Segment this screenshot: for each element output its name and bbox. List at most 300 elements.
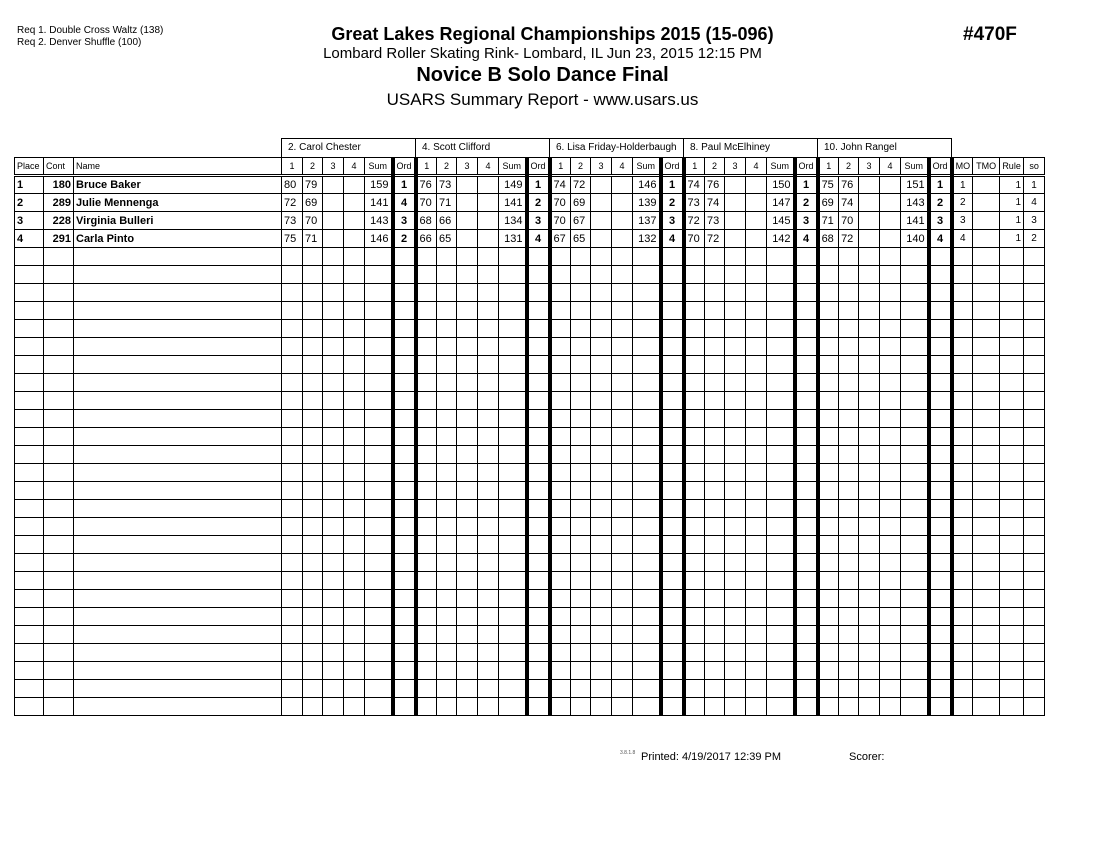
cell-judge4-s4 xyxy=(746,662,767,680)
cell-judge2-s4 xyxy=(478,626,499,644)
cell-judge5-sum: 141 xyxy=(901,212,929,230)
col-header-judge5-ord: Ord xyxy=(929,158,952,176)
cell-mo xyxy=(952,518,973,536)
cell-judge5-s2 xyxy=(839,626,859,644)
cell-tmo xyxy=(973,338,1000,356)
cell-judge5-sum xyxy=(901,590,929,608)
cell-judge4-sum xyxy=(767,320,795,338)
cell-cont xyxy=(44,392,74,410)
cell-judge4-s3 xyxy=(725,356,746,374)
cell-judge3-ord xyxy=(661,338,684,356)
cell-judge3-s3 xyxy=(591,572,612,590)
cell-judge3-s3 xyxy=(591,194,612,212)
cell-judge2-s2: 65 xyxy=(437,230,457,248)
cell-place xyxy=(15,698,44,716)
cell-judge5-s1 xyxy=(818,410,839,428)
cell-judge3-s2 xyxy=(571,662,591,680)
cell-judge5-s3 xyxy=(859,410,880,428)
cell-judge5-s3 xyxy=(859,608,880,626)
cell-judge1-s2 xyxy=(303,626,323,644)
cell-judge3-s3 xyxy=(591,626,612,644)
cell-judge3-sum xyxy=(633,266,661,284)
cell-judge1-sum xyxy=(365,554,393,572)
cell-judge2-s2 xyxy=(437,644,457,662)
cell-judge5-s4 xyxy=(880,428,901,446)
table-row-empty xyxy=(15,446,1045,464)
cell-judge1-ord xyxy=(393,590,416,608)
cell-judge5-s3 xyxy=(859,554,880,572)
cell-judge3-s2 xyxy=(571,554,591,572)
cell-judge1-s2 xyxy=(303,320,323,338)
cell-judge4-s3 xyxy=(725,626,746,644)
cell-judge1-ord xyxy=(393,266,416,284)
cell-rule xyxy=(1000,626,1024,644)
col-header-judge4-4: 4 xyxy=(746,158,767,176)
cell-so xyxy=(1024,626,1045,644)
cell-judge5-s3 xyxy=(859,392,880,410)
cell-judge4-s2 xyxy=(705,644,725,662)
cell-judge3-ord xyxy=(661,626,684,644)
cell-cont xyxy=(44,374,74,392)
cell-judge5-s4 xyxy=(880,680,901,698)
cell-judge2-sum xyxy=(499,536,527,554)
cell-rule xyxy=(1000,482,1024,500)
cell-judge4-sum: 147 xyxy=(767,194,795,212)
cell-judge1-sum: 159 xyxy=(365,176,393,194)
col-header-judge5-3: 3 xyxy=(859,158,880,176)
table-row-skater xyxy=(15,194,1045,212)
cell-judge5-ord xyxy=(929,266,952,284)
cell-cont xyxy=(44,320,74,338)
cell-judge2-s2: 66 xyxy=(437,212,457,230)
cell-rule xyxy=(1000,284,1024,302)
cell-judge4-s1 xyxy=(684,302,705,320)
cell-tmo xyxy=(973,302,1000,320)
cell-judge2-s1 xyxy=(416,608,437,626)
cell-judge4-s1 xyxy=(684,446,705,464)
cell-judge4-ord xyxy=(795,392,818,410)
cell-mo xyxy=(952,644,973,662)
cell-name xyxy=(74,572,282,590)
cell-cont xyxy=(44,266,74,284)
cell-judge2-s4 xyxy=(478,266,499,284)
cell-judge2-s3 xyxy=(457,410,478,428)
cell-judge4-s2 xyxy=(705,302,725,320)
cell-name xyxy=(74,446,282,464)
cell-judge2-s1 xyxy=(416,518,437,536)
cell-judge5-ord xyxy=(929,608,952,626)
cell-judge2-ord: 1 xyxy=(527,176,550,194)
cell-judge4-s4 xyxy=(746,500,767,518)
cell-judge1-s2 xyxy=(303,680,323,698)
cell-judge2-s4 xyxy=(478,428,499,446)
cell-judge4-s1 xyxy=(684,410,705,428)
cell-judge4-s3 xyxy=(725,176,746,194)
cell-judge5-s2 xyxy=(839,680,859,698)
cell-cont xyxy=(44,590,74,608)
cell-judge5-s3 xyxy=(859,662,880,680)
cell-judge1-s3 xyxy=(323,590,344,608)
cell-judge1-s3 xyxy=(323,338,344,356)
cell-judge3-s4 xyxy=(612,698,633,716)
cell-judge1-ord xyxy=(393,410,416,428)
cell-judge4-sum xyxy=(767,464,795,482)
cell-mo xyxy=(952,302,973,320)
cell-rule xyxy=(1000,464,1024,482)
cell-judge3-sum xyxy=(633,446,661,464)
cell-judge3-s1: 70 xyxy=(550,194,571,212)
cell-mo xyxy=(952,284,973,302)
cell-judge4-s1 xyxy=(684,626,705,644)
cell-judge2-ord xyxy=(527,644,550,662)
cell-judge4-s2 xyxy=(705,266,725,284)
cell-judge1-sum xyxy=(365,302,393,320)
cell-tmo xyxy=(973,698,1000,716)
cell-tmo xyxy=(973,392,1000,410)
cell-place xyxy=(15,572,44,590)
cell-judge4-s3 xyxy=(725,194,746,212)
cell-judge1-ord xyxy=(393,338,416,356)
cell-judge2-s3 xyxy=(457,302,478,320)
cell-judge4-s4 xyxy=(746,410,767,428)
cell-judge3-s4 xyxy=(612,464,633,482)
cell-judge4-s4 xyxy=(746,230,767,248)
cell-judge4-s3 xyxy=(725,518,746,536)
cell-cont xyxy=(44,428,74,446)
cell-judge4-s1 xyxy=(684,356,705,374)
cell-judge4-s4 xyxy=(746,482,767,500)
cell-judge2-s2 xyxy=(437,554,457,572)
cell-judge2-s3 xyxy=(457,392,478,410)
cell-so xyxy=(1024,662,1045,680)
cell-judge4-s3 xyxy=(725,482,746,500)
cell-cont: 180 xyxy=(44,176,74,194)
cell-judge3-s2 xyxy=(571,284,591,302)
cell-judge3-s2 xyxy=(571,392,591,410)
cell-judge5-s3 xyxy=(859,482,880,500)
cell-judge3-s2 xyxy=(571,356,591,374)
cell-judge3-s4 xyxy=(612,302,633,320)
cell-judge1-sum xyxy=(365,590,393,608)
cell-judge1-s3 xyxy=(323,500,344,518)
cell-rule xyxy=(1000,338,1024,356)
cell-judge5-ord xyxy=(929,644,952,662)
cell-judge1-s3 xyxy=(323,482,344,500)
cell-judge5-s4 xyxy=(880,590,901,608)
cell-judge3-s2 xyxy=(571,572,591,590)
cell-judge2-s4 xyxy=(478,608,499,626)
cell-judge1-s2 xyxy=(303,698,323,716)
cell-judge1-s2 xyxy=(303,302,323,320)
cell-judge4-s2 xyxy=(705,446,725,464)
cell-judge5-sum xyxy=(901,644,929,662)
cell-judge5-sum xyxy=(901,266,929,284)
cell-judge5-s1 xyxy=(818,464,839,482)
cell-judge3-s3 xyxy=(591,392,612,410)
table-row-empty xyxy=(15,356,1045,374)
cell-judge1-s4 xyxy=(344,248,365,266)
cell-name xyxy=(74,482,282,500)
cell-judge4-s2 xyxy=(705,374,725,392)
cell-judge2-s3 xyxy=(457,356,478,374)
cell-judge5-s4 xyxy=(880,626,901,644)
cell-so xyxy=(1024,248,1045,266)
cell-rule xyxy=(1000,302,1024,320)
col-header-judge1-ord: Ord xyxy=(393,158,416,176)
cell-name xyxy=(74,608,282,626)
cell-judge1-s1 xyxy=(282,338,303,356)
cell-judge3-ord xyxy=(661,302,684,320)
cell-judge2-sum xyxy=(499,320,527,338)
cell-judge3-s4 xyxy=(612,482,633,500)
cell-judge1-s4 xyxy=(344,266,365,284)
cell-judge2-ord xyxy=(527,248,550,266)
cell-judge4-ord xyxy=(795,698,818,716)
printed-timestamp: Printed: 4/19/2017 12:39 PM xyxy=(641,751,782,763)
cell-judge5-sum xyxy=(901,302,929,320)
cell-judge3-s1 xyxy=(550,410,571,428)
cell-judge2-s3 xyxy=(457,374,478,392)
cell-judge3-s1 xyxy=(550,608,571,626)
cell-judge3-s3 xyxy=(591,482,612,500)
cell-tmo xyxy=(973,680,1000,698)
column-header-row xyxy=(15,158,1045,176)
cell-judge2-ord xyxy=(527,698,550,716)
cell-judge5-ord xyxy=(929,446,952,464)
cell-judge5-sum xyxy=(901,338,929,356)
cell-judge4-s3 xyxy=(725,554,746,572)
cell-rule: 1 xyxy=(1000,212,1024,230)
requirement-1: Req 1. Double Cross Waltz (138) xyxy=(17,25,164,36)
cell-judge1-ord: 4 xyxy=(393,194,416,212)
cell-judge3-ord xyxy=(661,428,684,446)
cell-judge2-s2 xyxy=(437,572,457,590)
cell-judge2-s4 xyxy=(478,338,499,356)
cell-mo: 1 xyxy=(952,176,973,194)
cell-judge5-s1 xyxy=(818,428,839,446)
cell-judge2-sum xyxy=(499,302,527,320)
cell-judge2-sum xyxy=(499,482,527,500)
cell-so xyxy=(1024,338,1045,356)
cell-judge3-s3 xyxy=(591,284,612,302)
cell-judge5-s1 xyxy=(818,338,839,356)
cell-judge3-s3 xyxy=(591,302,612,320)
col-header-judge3-ord: Ord xyxy=(661,158,684,176)
cell-so xyxy=(1024,482,1045,500)
cell-judge1-s4 xyxy=(344,608,365,626)
cell-judge4-s4 xyxy=(746,374,767,392)
cell-judge2-sum xyxy=(499,554,527,572)
cell-judge1-s3 xyxy=(323,194,344,212)
cell-judge1-s3 xyxy=(323,698,344,716)
cell-judge5-s1 xyxy=(818,302,839,320)
cell-cont xyxy=(44,302,74,320)
cell-judge2-s2 xyxy=(437,284,457,302)
cell-judge2-ord xyxy=(527,464,550,482)
cell-name: Virginia Bulleri xyxy=(74,212,282,230)
cell-judge5-s1 xyxy=(818,320,839,338)
cell-judge3-s3 xyxy=(591,608,612,626)
cell-judge4-sum xyxy=(767,662,795,680)
cell-judge4-ord xyxy=(795,284,818,302)
cell-judge1-s4 xyxy=(344,590,365,608)
cell-judge3-ord xyxy=(661,554,684,572)
cell-tmo xyxy=(973,590,1000,608)
cell-place xyxy=(15,284,44,302)
cell-judge2-s1 xyxy=(416,644,437,662)
cell-judge3-ord xyxy=(661,572,684,590)
cell-judge4-s2 xyxy=(705,320,725,338)
cell-so: 1 xyxy=(1024,176,1045,194)
col-header-judge5-4: 4 xyxy=(880,158,901,176)
cell-judge1-s2 xyxy=(303,446,323,464)
cell-judge5-ord xyxy=(929,698,952,716)
cell-judge5-s1 xyxy=(818,626,839,644)
cell-judge3-s3 xyxy=(591,446,612,464)
cell-judge4-ord xyxy=(795,338,818,356)
cell-judge5-s3 xyxy=(859,176,880,194)
cell-judge4-sum xyxy=(767,518,795,536)
cell-judge3-s1 xyxy=(550,464,571,482)
cell-judge1-sum xyxy=(365,626,393,644)
cell-judge4-s3 xyxy=(725,230,746,248)
cell-mo xyxy=(952,356,973,374)
cell-judge4-s2: 73 xyxy=(705,212,725,230)
cell-judge5-sum xyxy=(901,500,929,518)
cell-judge4-s4 xyxy=(746,590,767,608)
cell-judge2-s2 xyxy=(437,680,457,698)
cell-mo xyxy=(952,554,973,572)
cell-judge5-s1: 75 xyxy=(818,176,839,194)
cell-tmo xyxy=(973,500,1000,518)
cell-judge4-s1 xyxy=(684,266,705,284)
cell-judge5-ord xyxy=(929,464,952,482)
cell-rule xyxy=(1000,500,1024,518)
cell-judge5-s1 xyxy=(818,518,839,536)
cell-judge1-s1 xyxy=(282,572,303,590)
cell-judge4-ord xyxy=(795,518,818,536)
cell-judge5-s2 xyxy=(839,464,859,482)
cell-judge1-s4 xyxy=(344,194,365,212)
cell-mo xyxy=(952,590,973,608)
cell-judge3-s3 xyxy=(591,230,612,248)
cell-judge5-s3 xyxy=(859,680,880,698)
cell-judge4-s3 xyxy=(725,446,746,464)
cell-judge3-ord xyxy=(661,284,684,302)
col-header-cont: Cont xyxy=(44,158,74,176)
cell-judge3-s4 xyxy=(612,410,633,428)
cell-judge3-s1 xyxy=(550,302,571,320)
cell-judge4-s3 xyxy=(725,608,746,626)
cell-so xyxy=(1024,320,1045,338)
cell-judge2-sum xyxy=(499,266,527,284)
cell-judge5-s4 xyxy=(880,338,901,356)
cell-judge3-s1 xyxy=(550,536,571,554)
cell-so xyxy=(1024,590,1045,608)
cell-place: 1 xyxy=(15,176,44,194)
col-header-judge3-sum: Sum xyxy=(633,158,661,176)
cell-mo xyxy=(952,392,973,410)
cell-so xyxy=(1024,428,1045,446)
cell-judge5-s2 xyxy=(839,374,859,392)
cell-judge5-sum xyxy=(901,482,929,500)
cell-judge5-sum: 151 xyxy=(901,176,929,194)
cell-name xyxy=(74,590,282,608)
judge-header-3: 6. Lisa Friday-Holderbaugh xyxy=(549,138,684,158)
cell-judge4-sum xyxy=(767,590,795,608)
cell-judge1-s1 xyxy=(282,698,303,716)
cell-judge1-ord: 3 xyxy=(393,212,416,230)
cell-judge1-s2 xyxy=(303,392,323,410)
cell-judge5-s3 xyxy=(859,500,880,518)
cell-judge4-ord xyxy=(795,590,818,608)
col-header-judge4-2: 2 xyxy=(705,158,725,176)
cell-judge4-s3 xyxy=(725,248,746,266)
cell-judge4-s1 xyxy=(684,482,705,500)
cell-rule xyxy=(1000,680,1024,698)
cell-cont xyxy=(44,356,74,374)
cell-judge5-s3 xyxy=(859,338,880,356)
cell-judge5-s4 xyxy=(880,230,901,248)
cell-judge4-ord xyxy=(795,374,818,392)
cell-rule xyxy=(1000,428,1024,446)
cell-judge5-ord: 1 xyxy=(929,176,952,194)
cell-judge1-sum xyxy=(365,644,393,662)
cell-mo xyxy=(952,698,973,716)
cell-mo xyxy=(952,266,973,284)
cell-judge1-s1 xyxy=(282,590,303,608)
cell-judge3-s2 xyxy=(571,608,591,626)
col-header-judge2-2: 2 xyxy=(437,158,457,176)
cell-judge4-s4 xyxy=(746,626,767,644)
cell-judge5-ord xyxy=(929,590,952,608)
cell-judge3-sum: 146 xyxy=(633,176,661,194)
cell-judge5-s2 xyxy=(839,662,859,680)
cell-judge1-s4 xyxy=(344,572,365,590)
cell-so xyxy=(1024,302,1045,320)
col-header-judge4-1: 1 xyxy=(684,158,705,176)
cell-judge1-s1 xyxy=(282,536,303,554)
cell-judge5-s4 xyxy=(880,698,901,716)
cell-judge3-s1 xyxy=(550,356,571,374)
cell-judge5-s2 xyxy=(839,482,859,500)
col-header-judge3-2: 2 xyxy=(571,158,591,176)
cell-judge3-ord: 1 xyxy=(661,176,684,194)
cell-judge4-s4 xyxy=(746,248,767,266)
cell-judge3-s2: 72 xyxy=(571,176,591,194)
cell-judge2-s2 xyxy=(437,356,457,374)
cell-judge5-s2 xyxy=(839,572,859,590)
cell-judge2-s2 xyxy=(437,302,457,320)
cell-judge3-s2 xyxy=(571,374,591,392)
cell-judge2-ord xyxy=(527,428,550,446)
cell-judge1-s4 xyxy=(344,284,365,302)
col-header-judge3-1: 1 xyxy=(550,158,571,176)
cell-rule xyxy=(1000,536,1024,554)
cell-judge4-s3 xyxy=(725,644,746,662)
cell-judge1-s1 xyxy=(282,248,303,266)
cell-tmo xyxy=(973,248,1000,266)
table-row-skater xyxy=(15,176,1045,194)
cell-judge1-s4 xyxy=(344,536,365,554)
cell-judge4-ord xyxy=(795,500,818,518)
cell-judge2-sum xyxy=(499,356,527,374)
cell-judge1-ord xyxy=(393,626,416,644)
cell-rule xyxy=(1000,590,1024,608)
cell-judge2-sum xyxy=(499,374,527,392)
cell-judge3-sum xyxy=(633,662,661,680)
cell-judge1-sum: 143 xyxy=(365,212,393,230)
